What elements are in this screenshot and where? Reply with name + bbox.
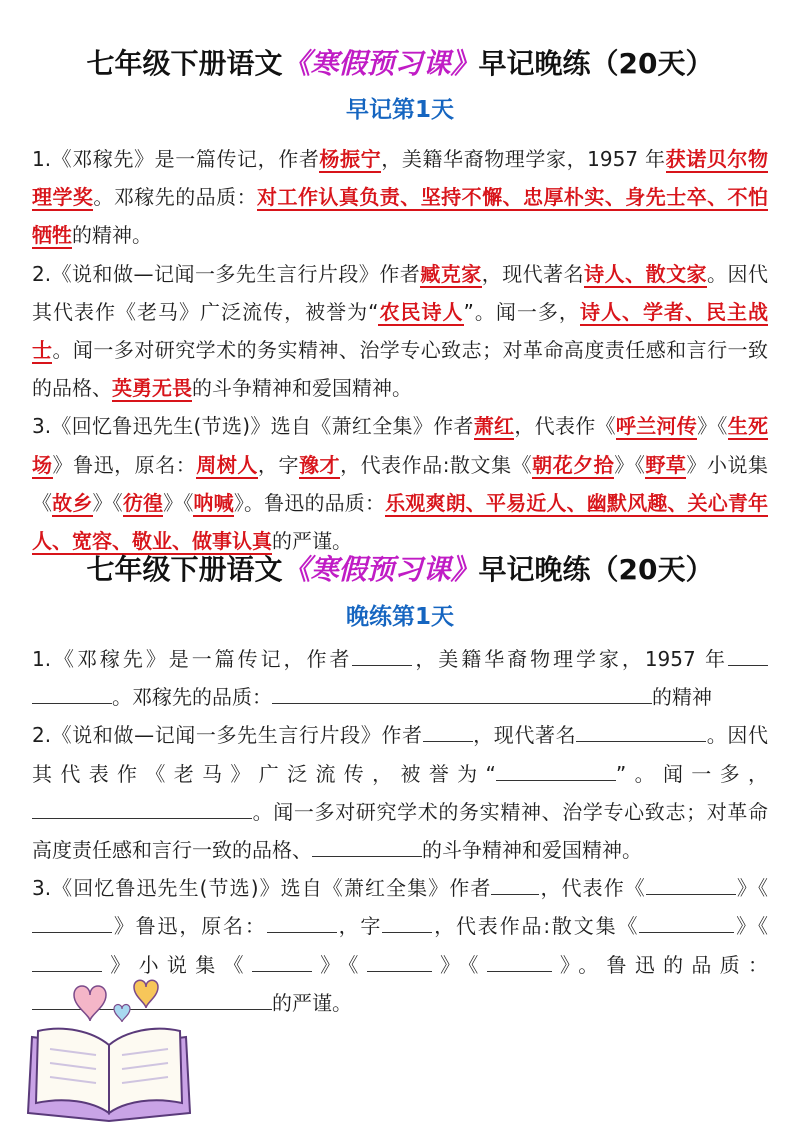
- text: 》《: [614, 452, 646, 477]
- text: 2.《说和做—记闻一多先生言行片段》作者: [32, 723, 423, 748]
- answer: 周树人: [196, 452, 258, 477]
- answer: 彷徨: [122, 490, 164, 515]
- text: 》《: [697, 414, 728, 439]
- title-text: 七年级下册语文: [86, 553, 283, 586]
- blank-field[interactable]: [487, 970, 552, 972]
- blank-field[interactable]: [312, 855, 422, 857]
- text: 》。鲁迅的品质：: [233, 490, 386, 515]
- text: 的斗争精神和爱国精神。: [422, 838, 642, 863]
- evening-subtitle: 晚练第1天: [345, 604, 454, 630]
- text: 》《: [734, 914, 768, 939]
- answer: 呼兰河传: [615, 414, 698, 439]
- answer: 英勇无畏: [112, 376, 192, 401]
- blank-field[interactable]: [32, 931, 112, 933]
- text: 》《: [92, 490, 123, 515]
- answer: 呐喊: [193, 490, 234, 515]
- text: ”。闻一多，: [615, 761, 768, 786]
- blank-field[interactable]: [496, 779, 616, 781]
- text: 2.《说和做—记闻一多先生言行片段》作者: [32, 261, 421, 286]
- answer: 诗人、散文家: [584, 261, 708, 286]
- answer: 获诺贝尔物理学奖: [32, 147, 769, 210]
- text: 》小说集《: [32, 452, 769, 515]
- blank-field[interactable]: [382, 931, 432, 933]
- text: 的斗争精神和爱国精神。: [192, 376, 412, 401]
- text: ，现代著名: [472, 723, 577, 748]
- text: 1.《邓稼先》是一篇传记，作者: [32, 647, 353, 671]
- morning-title: [0, 44, 800, 84]
- morning-subtitle: 早记第1天: [345, 97, 454, 123]
- answer: 朝花夕拾: [532, 452, 615, 477]
- text: 。邓稼先的品质：: [112, 685, 272, 710]
- morning-item-2: [32, 255, 768, 408]
- answer: 臧克家: [420, 261, 482, 286]
- title-text: 七年级下册语文: [86, 47, 283, 80]
- answer: 对工作认真负责、坚持不懈、忠厚朴实、身先士卒、不怕牺牲: [32, 185, 769, 248]
- text: 。因代其代表作《老马》广泛流传，被誉为“: [32, 723, 768, 786]
- text: 3.《回忆鲁迅先生(节选)》选自《萧红全集》作者: [32, 414, 474, 439]
- text: ，代表作品:散文集《: [432, 914, 640, 939]
- blank-field[interactable]: [646, 893, 736, 895]
- text: 》鲁迅，原名：: [52, 452, 197, 477]
- blank-field[interactable]: [728, 664, 768, 666]
- text: 。邓稼先的品质：: [93, 185, 258, 210]
- title-text-end: 早记晚练（20天）: [478, 553, 714, 586]
- answer: 故乡: [52, 490, 93, 515]
- text: 》。鲁迅的品质：: [551, 952, 769, 977]
- text: 的严谨。: [272, 990, 352, 1015]
- evening-item-1: [32, 640, 768, 716]
- blank-field[interactable]: [32, 702, 112, 704]
- blank-field[interactable]: [272, 702, 652, 704]
- text: ，代表作《: [514, 414, 616, 439]
- title-text-end: 早记晚练（20天）: [478, 47, 714, 80]
- morning-item-3: [32, 407, 768, 560]
- answer: 农民诗人: [378, 299, 464, 324]
- blank-field[interactable]: [352, 664, 412, 666]
- evening-item-2: [32, 716, 768, 869]
- evening-title: [0, 550, 800, 590]
- text: 》《: [735, 876, 769, 901]
- answer: 乐观爽朗、平易近人、幽默风趣、关心青年人、宽容、敬业、做事认真: [32, 490, 769, 554]
- morning-item-1: [32, 140, 768, 255]
- answer: 豫才: [298, 452, 341, 477]
- text: ”。闻一多，: [463, 299, 580, 324]
- text: ，代表作《: [539, 876, 646, 901]
- blank-field[interactable]: [639, 931, 734, 933]
- text: ，代表作品:散文集《: [340, 452, 533, 477]
- text: 的精神。: [72, 223, 152, 248]
- answer: 杨振宁: [319, 147, 382, 171]
- morning-content: [32, 140, 768, 560]
- text: 。因代其代表作《老马》广泛流传，被誉为“: [32, 261, 769, 324]
- text: 》《: [431, 952, 487, 977]
- text: 的精神: [652, 685, 712, 710]
- text: 3.《回忆鲁迅先生(节选)》选自《萧红全集》作者: [32, 876, 492, 901]
- text: ，美籍华裔物理学家，1957 年: [381, 147, 666, 171]
- text: ，字: [336, 914, 383, 939]
- open-book-with-hearts-icon: [14, 975, 204, 1125]
- blank-field[interactable]: [367, 970, 432, 972]
- blank-field[interactable]: [267, 931, 337, 933]
- blank-field[interactable]: [32, 817, 252, 819]
- blank-field[interactable]: [423, 740, 473, 742]
- text: ，美籍华裔物理学家，1957 年: [412, 647, 728, 671]
- blank-field[interactable]: [252, 970, 312, 972]
- answer: 萧红: [473, 414, 515, 439]
- text: 的严谨。: [272, 529, 352, 554]
- blank-field[interactable]: [491, 893, 539, 895]
- blank-field[interactable]: [576, 740, 706, 742]
- text: ，字: [257, 452, 299, 477]
- text: 。闻一多对研究学术的务实精神、治学专心致志；对革命高度责任感和言行一致的品格、: [32, 338, 769, 401]
- title-highlight: 《寒假预习课》: [282, 47, 479, 80]
- answer: 诗人、学者、民主战士: [32, 299, 768, 363]
- title-highlight: 《寒假预习课》: [282, 553, 479, 586]
- text: 》鲁迅，原名：: [112, 914, 267, 939]
- text: ，现代著名: [481, 261, 585, 286]
- answer: 野草: [645, 452, 687, 477]
- text: 1.《邓稼先》是一篇传记，作者: [32, 147, 320, 171]
- answer: 生死场: [32, 414, 769, 477]
- text: 》小说集《: [102, 952, 252, 977]
- blank-field[interactable]: [32, 970, 102, 972]
- evening-content: [32, 640, 768, 1022]
- text: 》《: [311, 952, 367, 977]
- text: 。闻一多对研究学术的务实精神、治学专心致志；对革命高度责任感和言行一致的品格、: [32, 799, 768, 863]
- text: 》《: [163, 490, 194, 515]
